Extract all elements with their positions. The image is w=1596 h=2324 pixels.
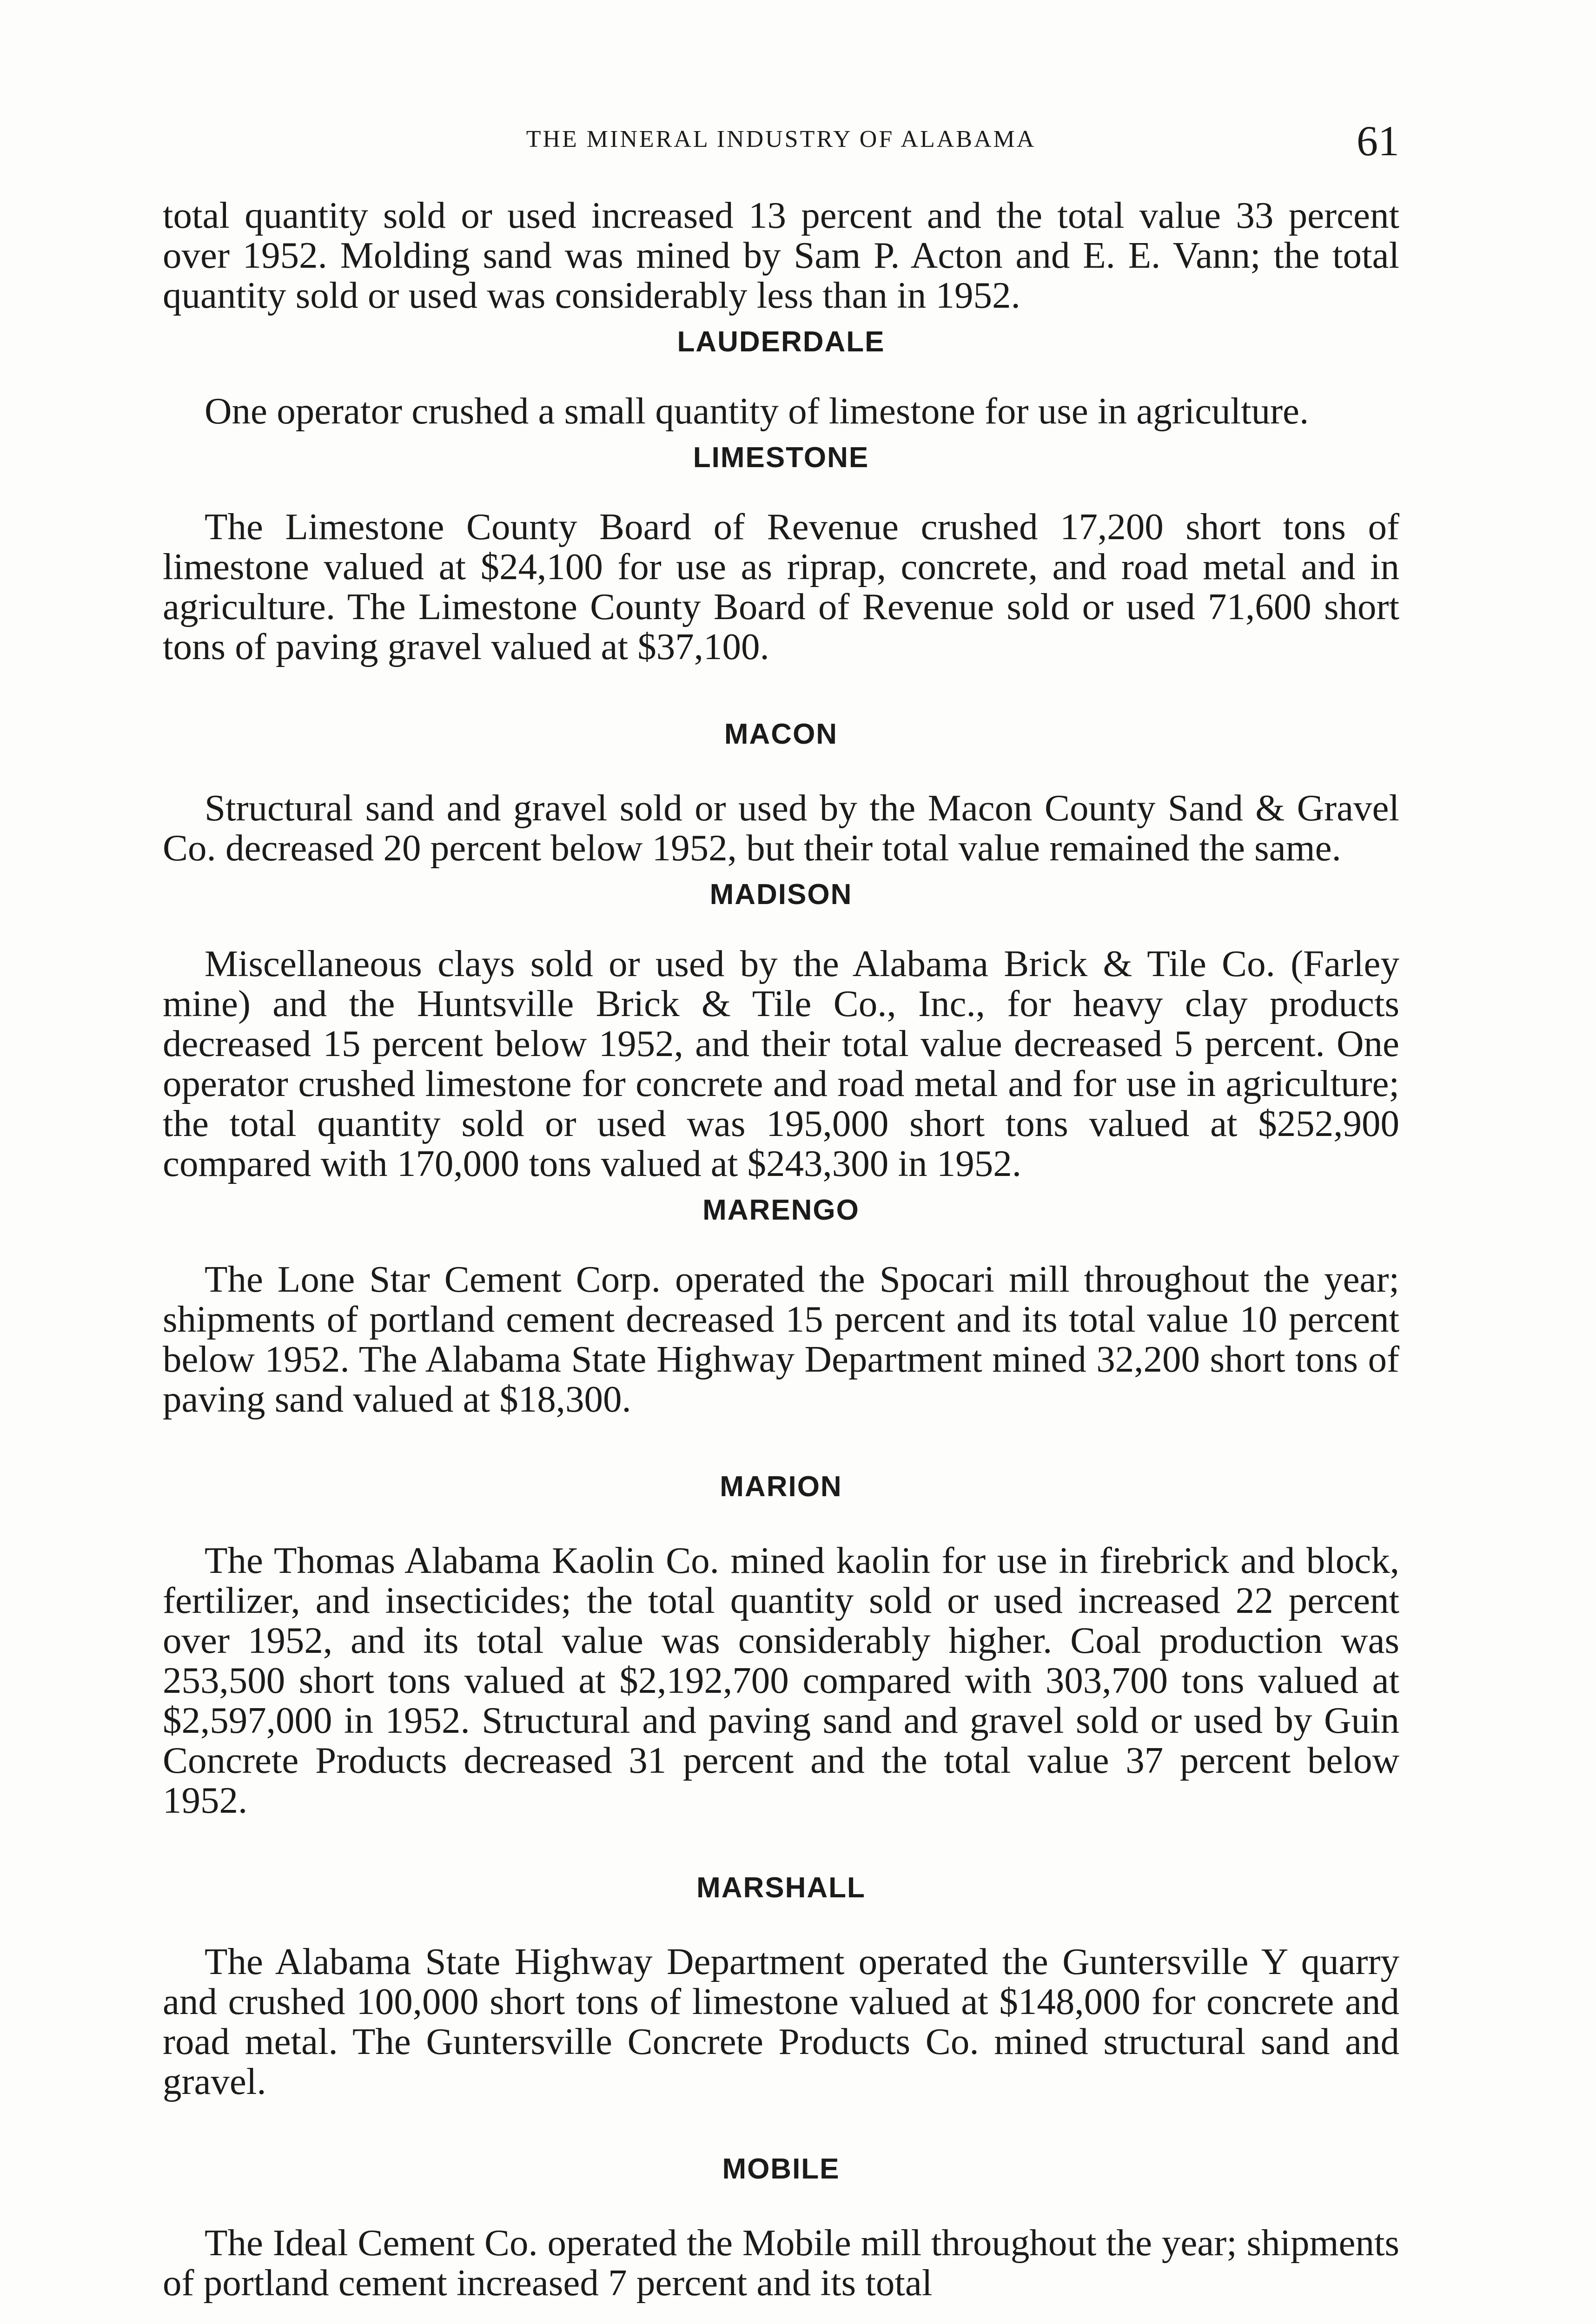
paragraph-continued: total quantity sold or used increased 13 percent and the total value 33 percent over 1952. Molding sand was mined by Sam P. Acton and E. E. Vann; the total quantity sold or used was considerably less than in 1952. [163, 194, 1399, 316]
paragraph-marengo: The Lone Star Cement Corp. operated the Spocari mill throughout the year; shipments of portland cement decreased 15 percent and its total value 10 percent below 1952. The Alabama State Highway Department mined 32,200 short tons of paving sand valued at $18,300. [163, 1258, 1399, 1420]
heading-macon: MACON [724, 718, 838, 750]
paragraph-lauderdale: One operator crushed a small quantity of limestone for use in agriculture. [205, 390, 1309, 432]
heading-marion: MARION [720, 1471, 842, 1503]
heading-limestone: LIMESTONE [693, 442, 869, 474]
running-title: THE MINERAL INDUSTRY OF ALABAMA [526, 126, 1036, 152]
heading-lauderdale: LAUDERDALE [677, 326, 885, 358]
paragraph-macon: Structural sand and gravel sold or used by the Macon County Sand & Gravel Co. decreased 20 percent below 1952, but their total value remained the same. [163, 787, 1399, 869]
body-text [163, 195, 1399, 2303]
heading-madison: MADISON [709, 878, 853, 911]
page-number: 61 [1357, 117, 1399, 165]
paragraph-limestone: The Limestone County Board of Revenue crushed 17,200 short tons of limestone valued at $24,100 for use as riprap, concrete, and road metal and in agriculture. The Limestone County Board of Revenue sold or used 71,600 short tons of paving gravel valued at $37,100. [163, 506, 1399, 667]
paragraph-mobile: The Ideal Cement Co. operated the Mobile mill throughout the year; shipments of portland cement increased 7 percent and its total [163, 2222, 1399, 2304]
running-header [163, 116, 1399, 167]
paragraph-marshall: The Alabama State Highway Department operated the Guntersville Y quarry and crushed 100,000 short tons of limestone valued at $148,000 for concrete and road metal. The Guntersville Concrete Products Co. mined structural sand and gravel. [163, 1941, 1399, 2102]
heading-mobile: MOBILE [722, 2153, 840, 2185]
heading-marshall: MARSHALL [696, 1872, 866, 1904]
paragraph-marion: The Thomas Alabama Kaolin Co. mined kaolin for use in firebrick and block, fertilizer, and insecticides; the total quantity sold or used increased 22 percent over 1952, and its total value was considerably higher. Coal production was 253,500 short tons valued at $2,192,700 compared with 303,700 tons valued at $2,597,000 in 1952. Structural and paving sand and gravel sold or used by Guin Concrete Products decreased 31 percent and the total value 37 percent below 1952. [163, 1539, 1399, 1821]
heading-marengo: MARENGO [702, 1194, 860, 1226]
paragraph-madison: Miscellaneous clays sold or used by the Alabama Brick & Tile Co. (Farley mine) and the Huntsville Brick & Tile Co., Inc., for heavy clay products decreased 15 percent below 1952, and their total value decreased 5 percent. One operator crushed limestone for concrete and road metal and for use in agriculture; the total quantity sold or used was 195,000 short tons valued at $252,900 compared with 170,000 tons valued at $243,300 in 1952. [163, 943, 1399, 1184]
